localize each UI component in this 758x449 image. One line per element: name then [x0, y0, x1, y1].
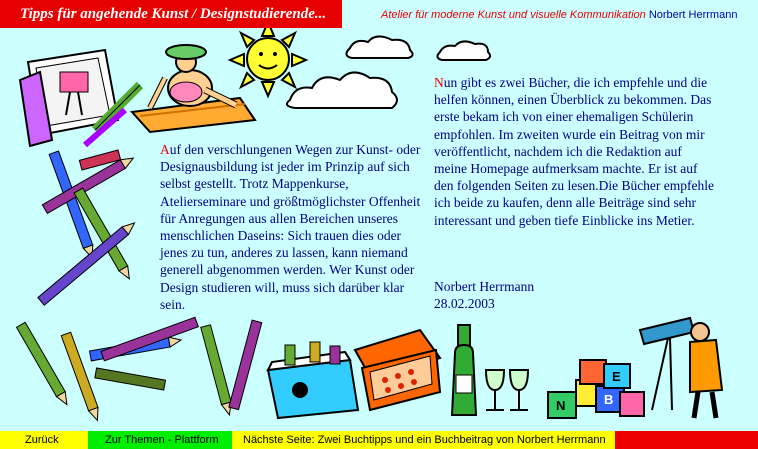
- author-name: Norbert Herrmann: [648, 9, 738, 21]
- svg-text:N: N: [556, 398, 566, 413]
- pencil-icon: [17, 317, 262, 422]
- pencil-icon: [38, 150, 138, 305]
- footer-nav: [0, 431, 758, 449]
- site-tagline: [381, 9, 737, 21]
- paint-pots-icon: [268, 342, 358, 418]
- themes-platform-link[interactable]: Zur Themen - Plattform: [88, 431, 232, 449]
- back-link[interactable]: Zurück: [0, 431, 88, 449]
- signature-name: Norbert Herrmann: [434, 279, 535, 294]
- signature-date: 28.02.2003: [434, 296, 495, 312]
- artist-drawing-icon: [20, 50, 140, 146]
- footer-spacer: [615, 431, 758, 449]
- atelier-label: Atelier für moderne Kunst und visuelle Kommunikation: [381, 9, 646, 21]
- telescope-man-icon: [640, 318, 722, 418]
- wine-glass-icon: [486, 370, 528, 410]
- svg-text:B: B: [604, 392, 614, 407]
- toy-blocks-icon: [548, 360, 644, 418]
- drop-initial: N: [434, 75, 444, 90]
- signature: [434, 278, 634, 312]
- paint-box-icon: [355, 330, 440, 410]
- svg-text:E: E: [612, 369, 621, 384]
- page-title: Tipps für angehende Kunst / Designstudierende...: [0, 0, 342, 28]
- article-right-text: un gibt es zwei Bücher, die ich empfehle und die helfen können, einen Überblick zu bekommen. Das erste bekam ich von einer ehemaligen Schülerin empfohlen. Im zweiten wurde ein Beitrag von mir veröffentlicht, nachdem ich die Redaktion auf meine Homepage aufmerksam machte. Er ist auf den folgenden Seiten zu lesen.Die Bücher empfehle ich beide zu kaufen, denn alle Beiträge sind sehr interessant und geben tiefe Einblicke ins Metier.: [434, 75, 715, 228]
- drop-initial: A: [160, 142, 170, 157]
- article-right: [434, 74, 716, 229]
- sun-icon: [230, 22, 306, 96]
- article-left-text: uf den verschlungenen Wegen zur Kunst- oder Designausbildung ist jeder im Prinzip auf sich selbst gestellt. Trotz Mappenkurse, Atelierseminare und größtmöglichster Offenheit für Anregungen aus allen Bereichen unseres menschlichen Daseins: Sich trauen dies oder jenes zu tun, anderes zu lassen, kann niemand generell abgenommen werden. Wer Kunst oder Design studieren will, muss sich darüber klar sein.: [160, 142, 421, 312]
- next-page-link[interactable]: Nächste Seite: Zwei Buchtipps und ein Buchbeitrag von Norbert Herrmann: [232, 431, 615, 449]
- article-left: [160, 141, 422, 313]
- bottle-icon: [452, 325, 476, 415]
